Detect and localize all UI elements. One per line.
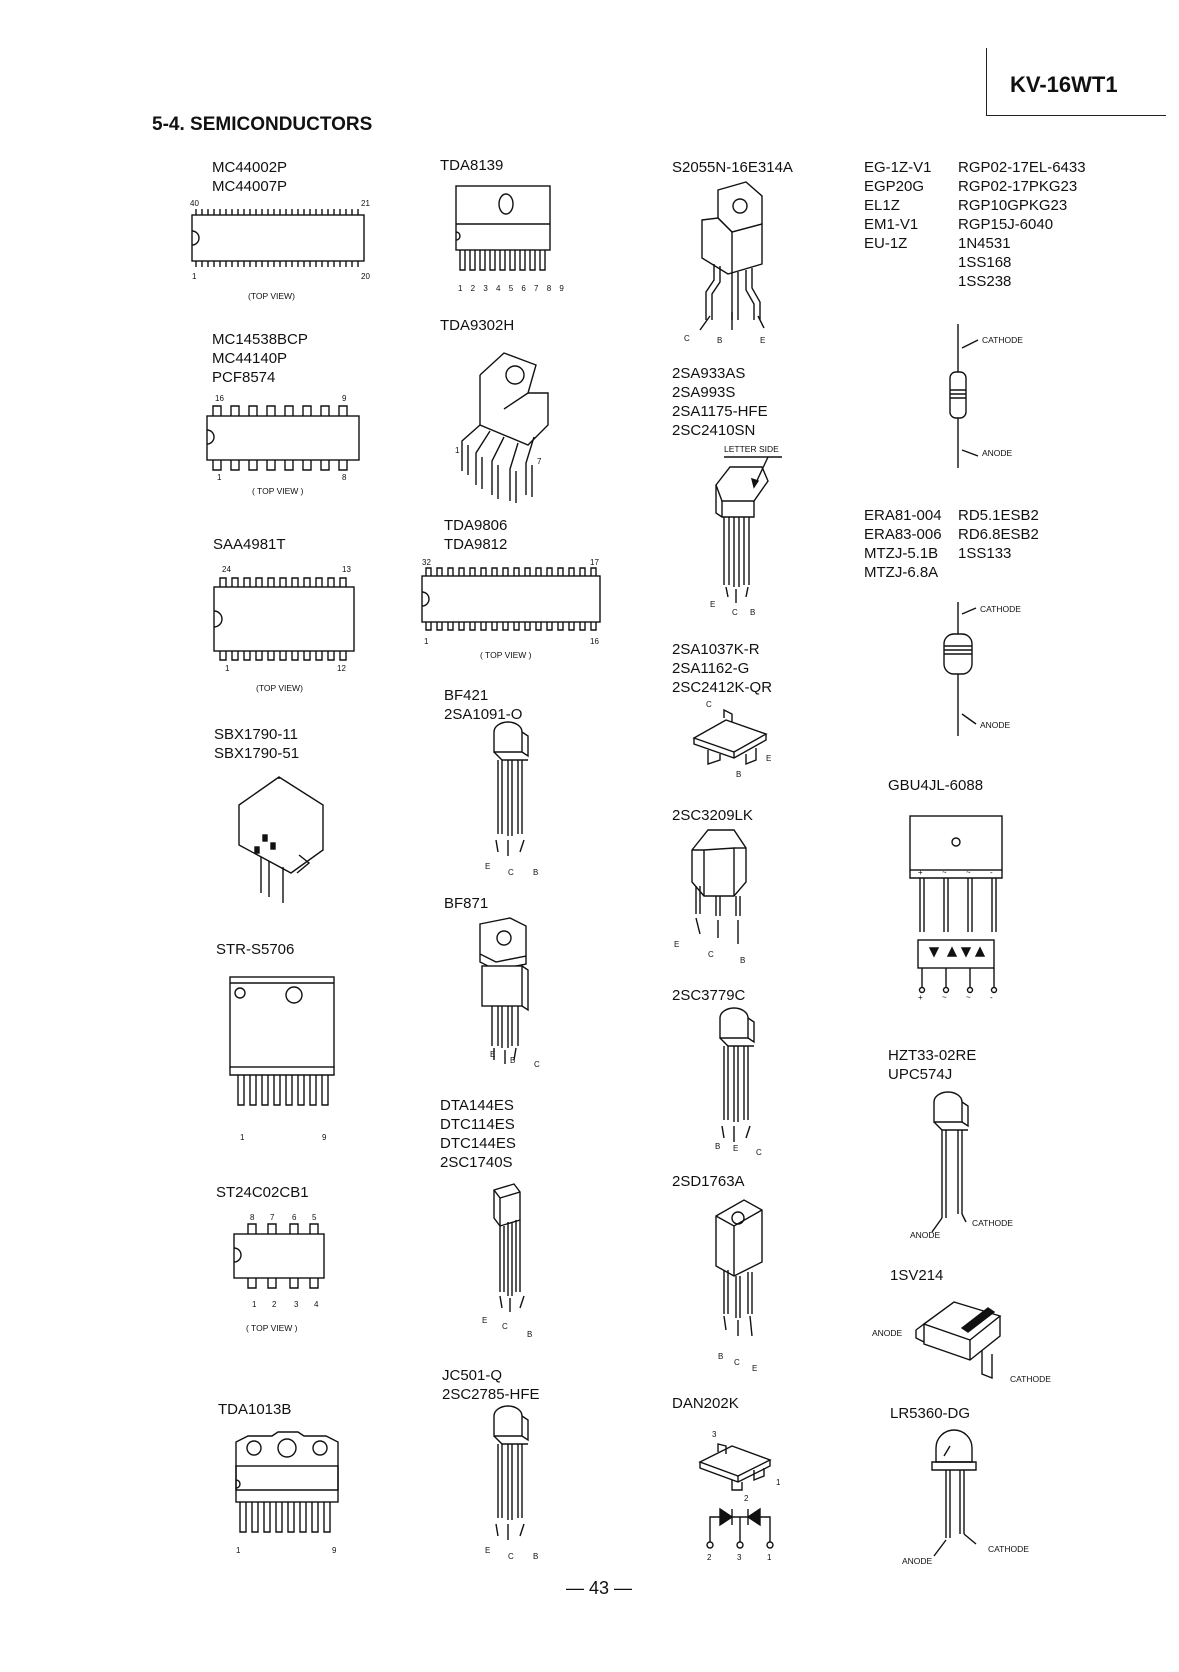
pin-label: 1 [217, 473, 222, 482]
header-rule-vertical [986, 48, 987, 116]
to220-package-drawing [684, 180, 784, 330]
pin-label: E [752, 1364, 758, 1373]
pin-label: B [736, 770, 742, 779]
pin-label: 40 [190, 199, 199, 208]
part-bf421-names [444, 686, 522, 724]
part-hzt33-names [888, 1046, 976, 1084]
pin-label: 20 [361, 272, 370, 281]
part-sd1763-names [672, 1172, 745, 1191]
part-name: 2SA1091-O [444, 706, 523, 723]
anode-label: ANODE [910, 1230, 941, 1240]
pin-label: 1 [424, 637, 429, 646]
top-view-note: (TOP VIEW) [248, 291, 295, 301]
part-name: 2SC2412K-QR [672, 679, 773, 696]
dip40-package-drawing [190, 207, 370, 269]
pin-label: 9 [322, 1133, 327, 1142]
part-tda9302-names [440, 316, 514, 335]
pin-label: 9 [332, 1546, 337, 1555]
pin-label: + [918, 993, 923, 1002]
pin-label: C [706, 700, 712, 709]
top-view-note: (TOP VIEW) [256, 683, 303, 693]
part-name: 1SS238 [958, 273, 1012, 290]
pin-label: E [485, 862, 491, 871]
part-name: MC44002P [212, 159, 288, 176]
part-name: 1N4531 [958, 235, 1011, 252]
part-name: SBX1790-51 [214, 745, 300, 762]
pin-label: 8 [342, 473, 347, 482]
part-name: STR-S5706 [216, 941, 295, 958]
part-name: S2055N-16E314A [672, 159, 793, 176]
part-name: RGP10GPKG23 [958, 197, 1068, 214]
part-name: UPC574J [888, 1066, 953, 1083]
part-name: 2SA1037K-R [672, 641, 760, 658]
anode-label: ANODE [980, 720, 1011, 730]
letter-side-note: LETTER SIDE [724, 444, 779, 454]
dip32-package-drawing [420, 566, 605, 634]
to92-package-drawing [484, 1406, 544, 1546]
pin-label: 3 [737, 1553, 742, 1562]
dual-diode-symbol [702, 1505, 782, 1555]
pin-label: ~ [942, 993, 947, 1002]
part-tda8139-names [440, 156, 503, 175]
pin-label: 9 [342, 394, 347, 403]
part-name: 2SC3779C [672, 987, 746, 1004]
cathode-label: CATHODE [1010, 1374, 1051, 1384]
pin-label: 16 [590, 637, 599, 646]
part-strs5706-names [216, 940, 294, 959]
pin-label: 1 [776, 1478, 781, 1487]
part-name: MC44140P [212, 350, 288, 367]
pin-label: C [508, 1552, 514, 1561]
part-st24c02-names [216, 1183, 309, 1202]
part-sbx1790-names [214, 725, 299, 763]
pin-label: 21 [361, 199, 370, 208]
pin-label: E [485, 1546, 491, 1555]
part-name: 2SC2410SN [672, 422, 756, 439]
led-drawing [924, 1428, 994, 1558]
pin-label: C [502, 1322, 508, 1331]
part-name: EGP20G [864, 178, 925, 195]
part-tda9806-names [444, 516, 507, 554]
dip16-package-drawing [205, 404, 365, 474]
part-name: EM1-V1 [864, 216, 919, 233]
to92-package-drawing [710, 1008, 770, 1148]
pin-label: C [756, 1148, 762, 1157]
cathode-label: CATHODE [982, 335, 1023, 345]
pin-label: E [674, 940, 680, 949]
part-name: 2SA1175-HFE [672, 403, 768, 420]
part-name: DTA144ES [440, 1097, 514, 1114]
pin-label: + [918, 868, 923, 877]
part-name: BF871 [444, 895, 489, 912]
pin-label: ~ [942, 868, 947, 877]
sbx1790-module-drawing [235, 775, 335, 905]
diodes2-col2 [958, 506, 1039, 563]
pin-label: ~ [966, 993, 971, 1002]
pin-label: - [990, 993, 993, 1002]
part-sa1037-names [672, 640, 772, 697]
part-name: JC501-Q [442, 1367, 503, 1384]
cathode-label: CATHODE [972, 1218, 1013, 1228]
part-name: BF421 [444, 687, 489, 704]
pin-label: 5 [312, 1213, 317, 1222]
part-name: MTZJ-5.1B [864, 545, 939, 562]
pin-label: 1 [192, 272, 197, 281]
part-name: EU-1Z [864, 235, 908, 252]
part-lr5360-names [890, 1404, 970, 1423]
pin-label: B [533, 1552, 539, 1561]
pin-label: B [717, 336, 723, 345]
pin-label: 1 2 3 4 5 6 7 8 9 [458, 284, 567, 293]
pin-label: 13 [342, 565, 351, 574]
part-name: 2SC2785-HFE [442, 1386, 540, 1403]
to92-diode-drawing [924, 1092, 984, 1232]
part-name: ERA83-006 [864, 526, 942, 543]
part-name: TDA9812 [444, 536, 508, 553]
part-jc501-names [442, 1366, 540, 1404]
anode-label: ANODE [902, 1556, 933, 1566]
pin-label: E [490, 1050, 496, 1059]
part-sv214-names [890, 1266, 943, 1285]
top-view-note: ( TOP VIEW ) [480, 650, 532, 660]
pin-label: B [527, 1330, 533, 1339]
to92-letter-side-drawing [702, 455, 792, 605]
part-name: RD6.8ESB2 [958, 526, 1039, 543]
part-name: RGP15J-6040 [958, 216, 1054, 233]
part-dan202k-names [672, 1394, 739, 1413]
part-name: 2SC1740S [440, 1154, 513, 1171]
to92l-package-drawing [682, 826, 762, 956]
tda8139-package-drawing [452, 182, 557, 282]
pin-label: C [508, 868, 514, 877]
sod-diode-package-drawing [910, 1294, 1010, 1384]
part-saa4981-names [213, 535, 286, 554]
part-mc14538-names [212, 330, 308, 387]
pin-label: 24 [222, 565, 231, 574]
part-name: DTC144ES [440, 1135, 516, 1152]
part-name: 2SA1162-G [672, 660, 750, 677]
pin-label: 32 [422, 558, 431, 567]
part-name: LR5360-DG [890, 1405, 971, 1422]
part-name: TDA9806 [444, 517, 508, 534]
so24-package-drawing [212, 575, 357, 665]
pin-label: B [740, 956, 746, 965]
part-name: DTC114ES [440, 1116, 515, 1133]
pin-label: 6 [292, 1213, 297, 1222]
part-name: 2SA993S [672, 384, 736, 401]
pin-label: 1 [236, 1546, 241, 1555]
part-name: RD5.1ESB2 [958, 507, 1039, 524]
top-view-note: ( TOP VIEW ) [252, 486, 304, 496]
part-name: EL1Z [864, 197, 900, 214]
part-name: EG-1Z-V1 [864, 159, 932, 176]
pin-label: B [510, 1056, 516, 1065]
part-name: 1SV214 [890, 1267, 944, 1284]
pin-label: 1 [240, 1133, 245, 1142]
to92-package-drawing [484, 722, 544, 862]
pin-label: 1 [455, 446, 460, 455]
part-sc3779-names [672, 986, 745, 1005]
part-name: DAN202K [672, 1395, 739, 1412]
diodes1-col1 [864, 158, 932, 253]
pin-label: 1 [767, 1553, 772, 1562]
part-name: ST24C02CB1 [216, 1184, 309, 1201]
part-sa933-names [672, 364, 768, 440]
part-name: TDA8139 [440, 157, 504, 174]
pin-label: 7 [270, 1213, 275, 1222]
strs5706-package-drawing [228, 975, 338, 1130]
part-name: SBX1790-11 [214, 726, 298, 743]
pin-label: B [750, 608, 756, 617]
pin-label: C [534, 1060, 540, 1069]
pin-label: C [684, 334, 690, 343]
pin-label: 3 [294, 1300, 299, 1309]
part-name: ERA81-004 [864, 507, 942, 524]
part-name: RGP02-17PKG23 [958, 178, 1078, 195]
part-name: 2SD1763A [672, 1173, 745, 1190]
part-dta144-names [440, 1096, 516, 1172]
part-name: PCF8574 [212, 369, 276, 386]
anode-label: ANODE [872, 1328, 903, 1338]
part-bf871-names [444, 894, 488, 913]
section-title: 5-4. SEMICONDUCTORS [152, 114, 373, 135]
diodes2-col1 [864, 506, 942, 582]
part-name: SAA4981T [213, 536, 286, 553]
pin-label: 1 [225, 664, 230, 673]
tda1013-package-drawing [232, 1430, 342, 1545]
pin-label: ~ [966, 868, 971, 877]
pin-label: B [715, 1142, 721, 1151]
dip8-package-drawing [232, 1222, 328, 1292]
to220f-package-drawing [706, 1196, 776, 1356]
part-name: TDA9302H [440, 317, 515, 334]
pin-label: 2 [744, 1494, 749, 1503]
cathode-label: CATHODE [980, 604, 1021, 614]
pin-label: E [733, 1144, 739, 1153]
top-view-note: ( TOP VIEW ) [246, 1323, 298, 1333]
pin-label: C [734, 1358, 740, 1367]
part-name: MC14538BCP [212, 331, 308, 348]
part-name: 1SS133 [958, 545, 1012, 562]
part-name: GBU4JL-6088 [888, 777, 984, 794]
pin-label: B [533, 868, 539, 877]
sot323-package-drawing [696, 1436, 786, 1496]
bridge-rectifier-drawing [904, 812, 1004, 1002]
pin-label: E [710, 600, 716, 609]
pin-label: 1 [252, 1300, 257, 1309]
pin-label: 2 [272, 1300, 277, 1309]
pin-label: E [760, 336, 766, 345]
pin-label: 16 [215, 394, 224, 403]
axial-diode-drawing [934, 600, 994, 740]
part-tda1013-names [218, 1400, 291, 1419]
part-s2055-names [672, 158, 793, 177]
pin-label: E [482, 1316, 488, 1325]
part-name: RGP02-17EL-6433 [958, 159, 1086, 176]
tda9302-package-drawing [450, 345, 560, 505]
pin-label: 17 [590, 558, 599, 567]
pin-label: 12 [337, 664, 346, 673]
pin-label: B [718, 1352, 724, 1361]
pin-label: C [708, 950, 714, 959]
part-name: MTZJ-6.8A [864, 564, 939, 581]
header-rule-horizontal [986, 115, 1166, 116]
part-sc3209-names [672, 806, 753, 825]
pin-label: 4 [314, 1300, 319, 1309]
anode-label: ANODE [982, 448, 1013, 458]
part-name: TDA1013B [218, 1401, 292, 1418]
cathode-label: CATHODE [988, 1544, 1029, 1554]
part-gbu4jl-names [888, 776, 983, 795]
part-name: 2SC3209LK [672, 807, 753, 824]
pin-label: 8 [250, 1213, 255, 1222]
part-name: HZT33-02RE [888, 1047, 977, 1064]
page-number: — 43 — [566, 1578, 633, 1598]
pin-label: 7 [537, 457, 542, 466]
pin-label: C [732, 608, 738, 617]
model-number: KV-16WT1 [1010, 72, 1118, 97]
diodes1-col2 [958, 158, 1086, 291]
to92s-package-drawing [484, 1180, 544, 1320]
part-mc44002p-names [212, 158, 287, 196]
part-name: MC44007P [212, 178, 288, 195]
pin-label: - [990, 868, 993, 877]
part-name: 1SS168 [958, 254, 1012, 271]
to126-package-drawing [474, 916, 544, 1066]
pin-label: E [766, 754, 772, 763]
part-name: 2SA933AS [672, 365, 746, 382]
pin-label: 2 [707, 1553, 712, 1562]
pin-label: 3 [712, 1430, 717, 1439]
